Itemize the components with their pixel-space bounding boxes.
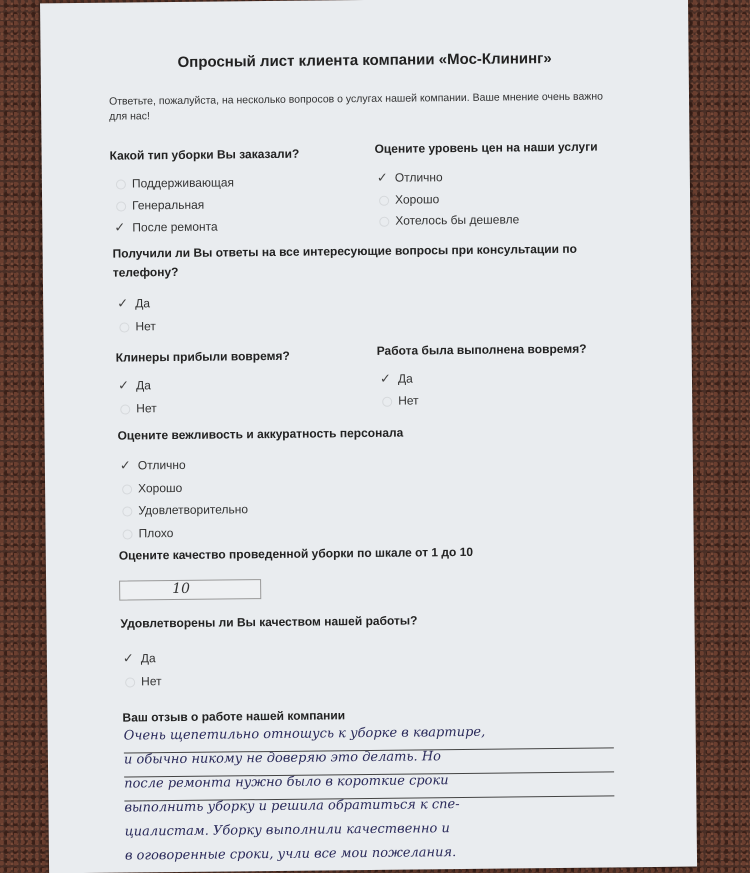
- question-cleaners-on-time: Клинеры прибыли вовремя?: [115, 348, 290, 365]
- quality-score-value: 10: [172, 580, 191, 598]
- question-staff-politeness: Оцените вежливость и аккуратность персонала: [117, 425, 404, 443]
- option-general[interactable]: Генеральная: [112, 196, 204, 215]
- radio-icon: [122, 506, 132, 516]
- option-arrival-yes[interactable]: ✓ Да: [117, 377, 151, 393]
- check-icon: ✓: [379, 370, 391, 386]
- radio-icon: [116, 202, 126, 212]
- question-work-on-time: Работа была выполнена вовремя?: [376, 341, 587, 358]
- radio-icon: [125, 677, 135, 687]
- option-phone-yes[interactable]: ✓ Да: [117, 295, 151, 311]
- radio-icon: [379, 217, 389, 227]
- review-line: в оговоренные сроки, учли все мои пожелания.: [124, 845, 457, 864]
- option-price-good[interactable]: Хорошо: [375, 190, 439, 209]
- check-icon: ✓: [117, 295, 129, 311]
- check-icon: ✓: [119, 457, 131, 473]
- option-satisfied-yes[interactable]: ✓ Да: [122, 650, 156, 666]
- question-phone-consultation: Получили ли Вы ответы на все интересующие вопросы при консультации по телефону?: [112, 241, 577, 280]
- option-work-no[interactable]: Нет: [378, 391, 419, 409]
- radio-icon: [120, 404, 130, 414]
- option-polite-excellent[interactable]: ✓ Отлично: [119, 457, 186, 473]
- survey-intro: Ответьте, пожалуйста, на несколько вопросов о услугах нашей компании. Ваше мнение очень важно для нас!: [108, 90, 604, 123]
- radio-icon: [122, 484, 132, 494]
- review-line: после ремонта нужно было в короткие сроки: [124, 771, 614, 801]
- check-icon: ✓: [376, 169, 388, 185]
- question-satisfaction: Удовлетворены ли Вы качеством нашей работы?: [120, 613, 418, 631]
- radio-icon: [379, 196, 389, 206]
- check-icon: ✓: [114, 219, 126, 235]
- option-polite-bad[interactable]: Плохо: [118, 524, 173, 543]
- review-line: циалистам. Уборку выполнили качественно и: [124, 821, 450, 840]
- check-icon: ✓: [122, 650, 134, 666]
- question-cleaning-type: Какой тип уборки Вы заказали?: [109, 146, 300, 163]
- quality-score-input[interactable]: [119, 579, 261, 600]
- question-quality-score: Оцените качество проведенной уборки по шкале от 1 до 10: [118, 544, 474, 563]
- option-work-yes[interactable]: ✓ Да: [379, 370, 413, 386]
- review-line: Очень щепетильно отношусь к уборке в квартире,: [124, 723, 614, 753]
- option-supporting[interactable]: Поддерживающая: [112, 173, 234, 192]
- survey-title: Опросный лист клиента компании «Мос-Клининг»: [177, 50, 552, 71]
- option-phone-no[interactable]: Нет: [115, 317, 156, 335]
- review-line: и обычно никому не доверяю это делать. Но: [124, 747, 614, 777]
- option-price-excellent[interactable]: ✓ Отлично: [376, 169, 443, 185]
- option-polite-good[interactable]: Хорошо: [118, 479, 182, 498]
- option-satisfied-no[interactable]: Нет: [121, 672, 162, 690]
- option-polite-satisfactory[interactable]: Удовлетворительно: [118, 500, 248, 519]
- survey-sheet: [40, 0, 697, 873]
- review-line: выполнить уборку и решила обратиться к спе-: [124, 797, 460, 816]
- review-label: Ваш отзыв о работе нашей компании: [122, 708, 346, 725]
- radio-icon: [123, 529, 133, 539]
- option-after-renovation[interactable]: ✓ После ремонта: [114, 219, 218, 235]
- radio-icon: [382, 397, 392, 407]
- check-icon: ✓: [117, 377, 130, 393]
- option-arrival-no[interactable]: Нет: [116, 399, 157, 417]
- radio-icon: [116, 180, 126, 190]
- radio-icon: [119, 322, 129, 332]
- option-price-cheaper[interactable]: Хотелось бы дешевле: [375, 210, 519, 230]
- question-price-level: Оцените уровень цен на наши услуги: [374, 139, 598, 156]
